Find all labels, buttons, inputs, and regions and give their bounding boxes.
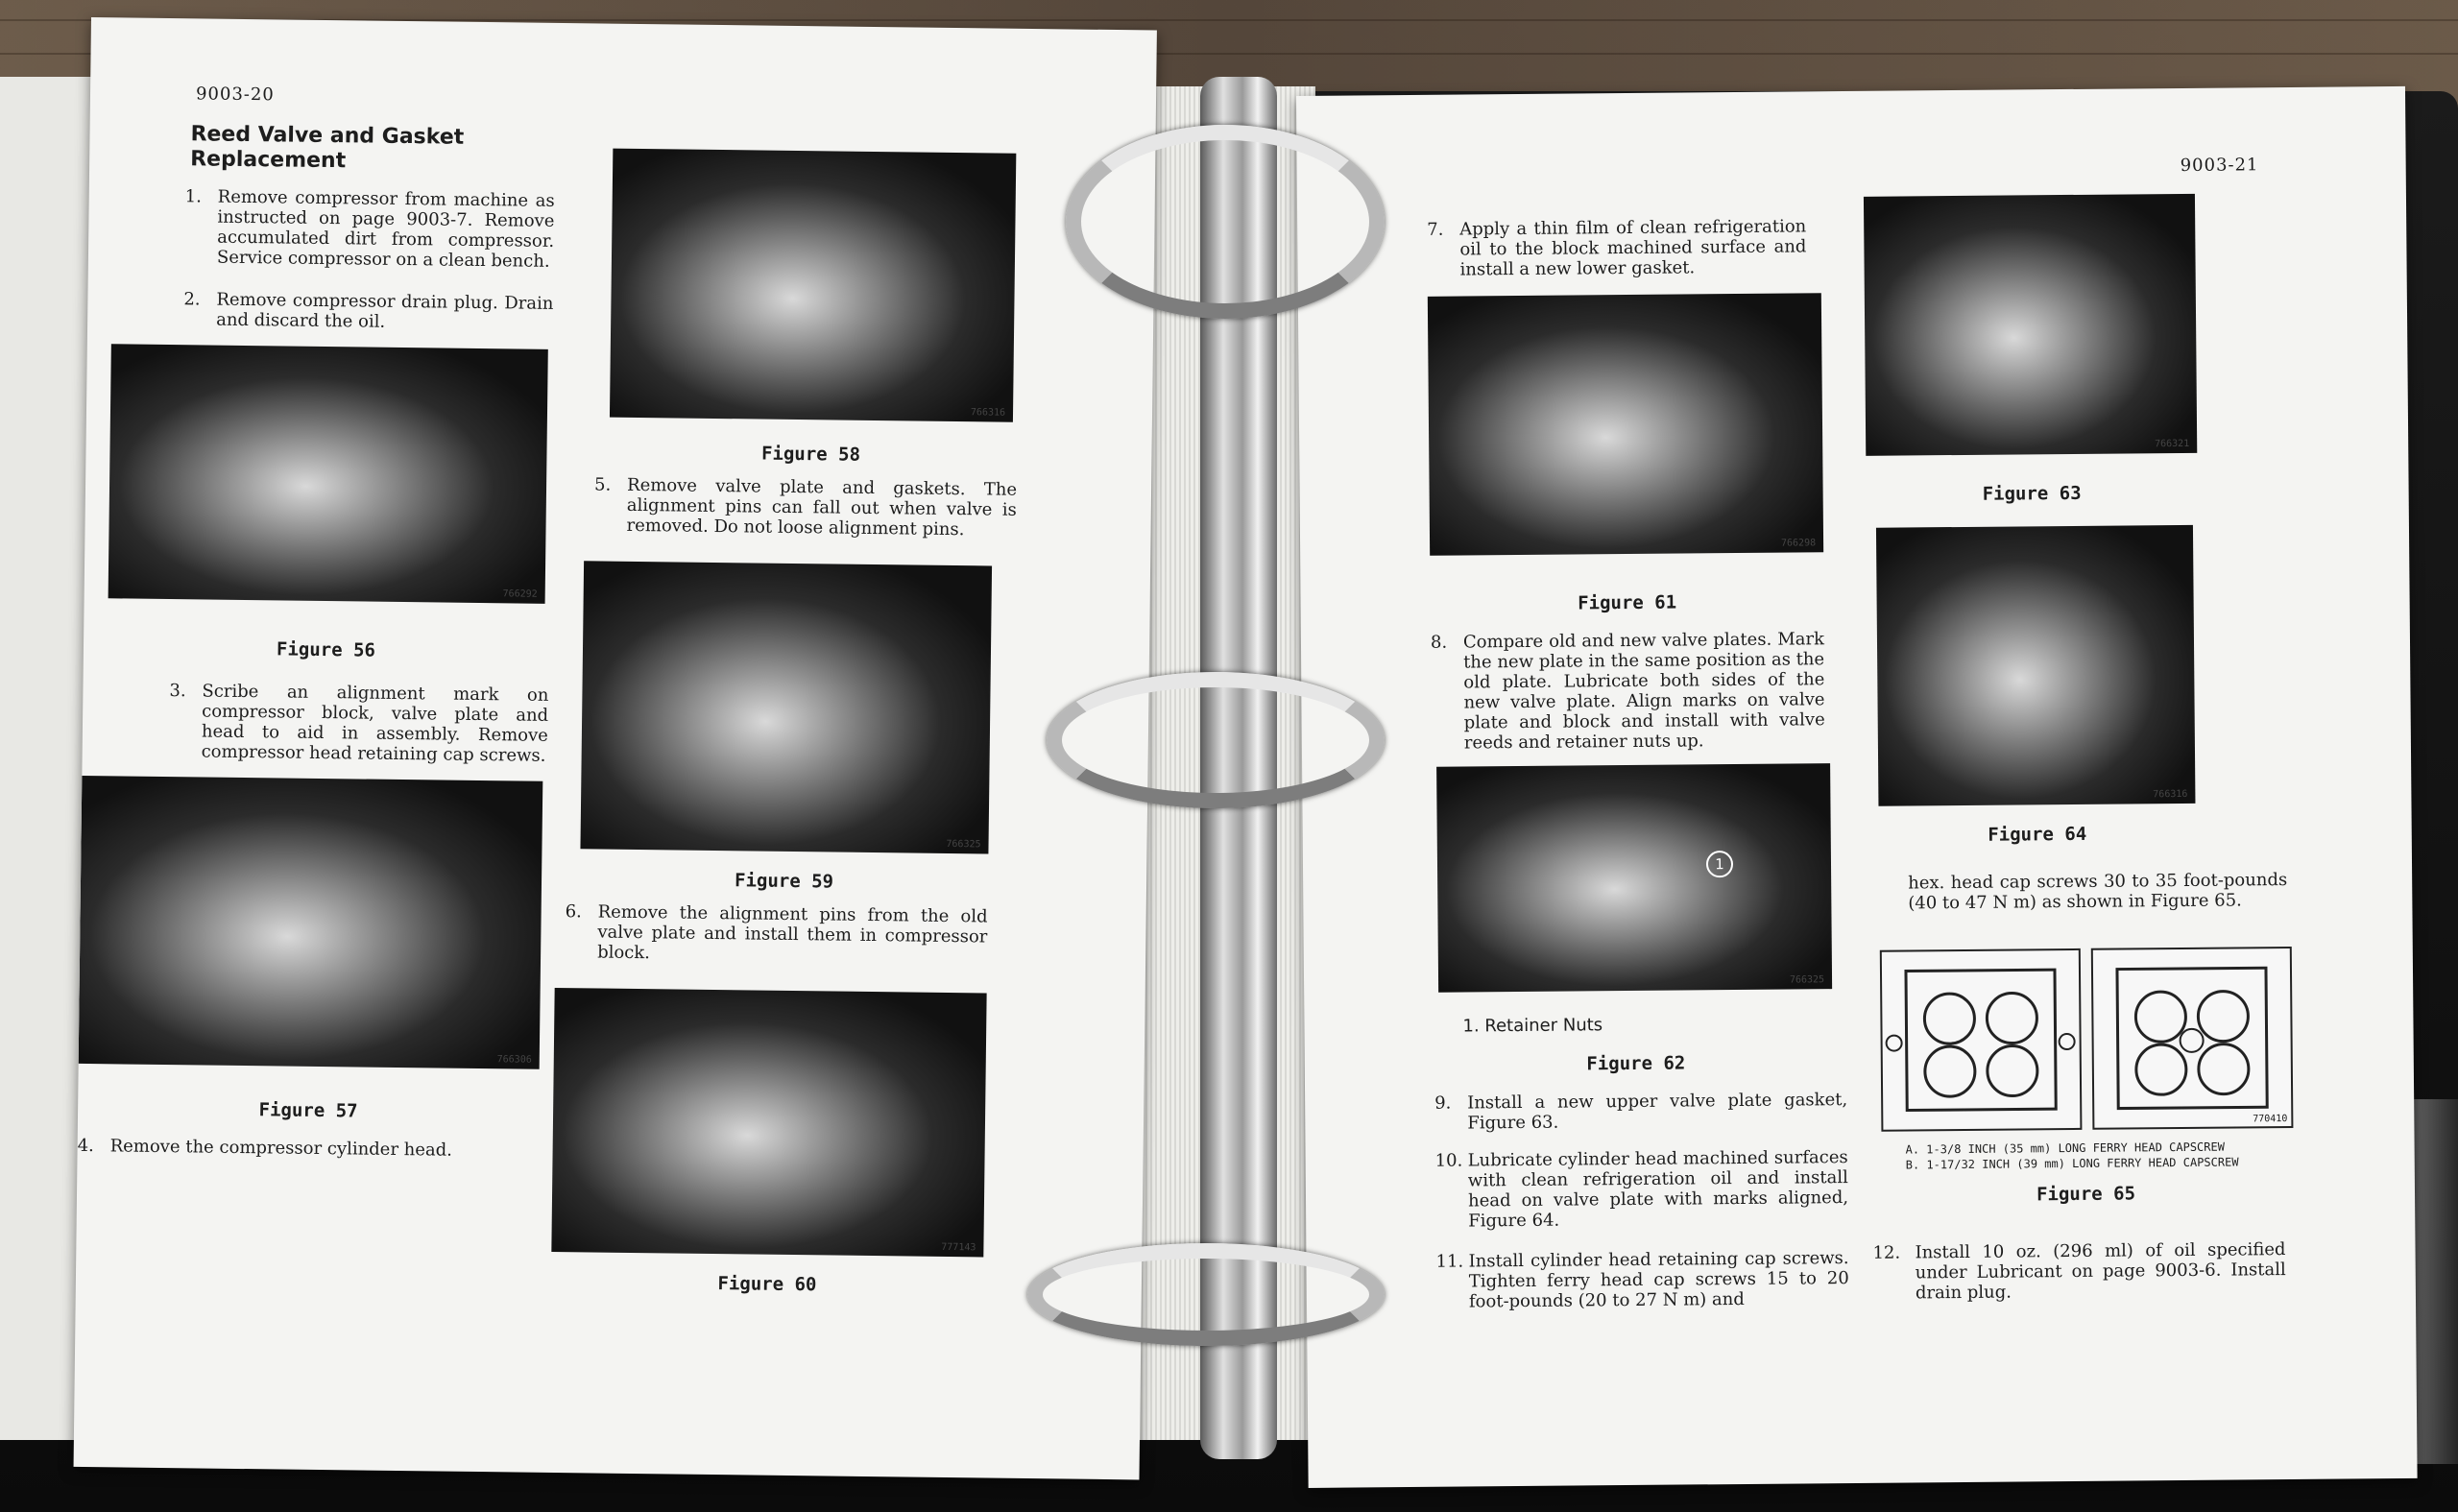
- step-2: [183, 289, 554, 338]
- figure-65-diagram-b: [2091, 947, 2294, 1130]
- step-6: [565, 901, 988, 973]
- heading-line: Replacement: [190, 147, 347, 174]
- legend-line-b: B. 1-17/32 INCH (39 mm) LONG FERRY HEAD CAPSCREW: [1905, 1155, 2239, 1172]
- ferry-head-diagram: [1882, 950, 2081, 1130]
- step-number: 6.: [565, 901, 582, 923]
- step-9: [1434, 1090, 1847, 1140]
- page-number: 9003-20: [195, 84, 275, 106]
- binder-ring-top: [1066, 125, 1385, 319]
- step-text: Remove valve plate and gaskets. The alignment pins can fall out when valve is removed. Do not loose alignment pins.: [626, 474, 1018, 540]
- photo-id: 766292: [502, 588, 538, 600]
- figure-56-photo: [108, 344, 548, 604]
- step-text: Lubricate cylinder head machined surfaces with clean refrigeration oil and install head on valve plate with marks aligned, Figure 64.: [1467, 1147, 1849, 1232]
- step-number: 10.: [1434, 1150, 1463, 1171]
- step-number: 3.: [169, 681, 186, 702]
- figure-64-caption: Figure 64: [1988, 823, 2087, 846]
- callout-marker: 1: [1706, 851, 1733, 877]
- left-page: [74, 17, 1157, 1479]
- step-text: Install 10 oz. (296 ml) of oil specified under Lubricant on page 9003-6. Install drain plug.: [1915, 1239, 2286, 1304]
- figure-56-caption: Figure 56: [276, 638, 376, 661]
- step-10: [1435, 1147, 1849, 1237]
- legend-line-a: A. 1-3/8 INCH (35 mm) LONG FERRY HEAD CAPSCREW: [1905, 1140, 2225, 1157]
- step-number: 1.: [184, 186, 203, 207]
- figure-62-caption: Figure 62: [1586, 1052, 1686, 1075]
- right-page: [1296, 86, 2418, 1488]
- step-text: Scribe an alignment mark on compressor block, valve plate and head to aid in assembly. Remove compressor head retaining cap screws.: [201, 681, 549, 766]
- step-number: 12.: [1872, 1242, 1901, 1263]
- step-4: [77, 1136, 538, 1168]
- step-text: Apply a thin film of clean refrigeration oil to the block machined surface and install a new lower gasket.: [1459, 216, 1807, 280]
- photo-id: 766306: [496, 1054, 532, 1066]
- section-heading: [190, 122, 464, 175]
- figure-63-photo: [1864, 194, 2197, 456]
- step-text: Install a new upper valve plate gasket, Figure 63.: [1467, 1090, 1848, 1134]
- step-7: [1427, 216, 1807, 286]
- figure-60-caption: Figure 60: [717, 1273, 817, 1296]
- photo-id: 766298: [1780, 538, 1817, 549]
- binder-ring-middle: [1047, 672, 1385, 808]
- figure-65-caption: Figure 65: [2036, 1183, 2136, 1206]
- page-number: 9003-21: [2180, 155, 2259, 176]
- step-number: 9.: [1434, 1092, 1452, 1114]
- figure-65-diagram-a: [1880, 948, 2083, 1132]
- photo-id: 777143: [941, 1241, 976, 1254]
- figure-63-caption: Figure 63: [1982, 482, 2082, 505]
- step-text: Remove compressor drain plug. Drain and discard the oil.: [216, 289, 554, 332]
- figure-61-photo: [1428, 293, 1823, 556]
- step-number: 11.: [1435, 1251, 1464, 1272]
- step-1: [184, 186, 555, 277]
- figure-57-caption: Figure 57: [258, 1099, 358, 1122]
- retainer-nuts-label: 1. Retainer Nuts: [1462, 1015, 1603, 1037]
- photo-id: 766325: [946, 838, 981, 851]
- figure-58-caption: Figure 58: [760, 443, 861, 466]
- heading-line: Reed Valve and Gasket: [190, 122, 465, 150]
- figure-59-photo: [580, 561, 992, 853]
- step-number: 8.: [1430, 632, 1448, 653]
- step-8: [1431, 629, 1825, 757]
- figure-64-photo: [1876, 525, 2196, 806]
- figure-57-photo: [79, 776, 543, 1069]
- step-number: 7.: [1427, 219, 1444, 240]
- step-text: Remove the alignment pins from the old valve plate and install them in compressor block.: [597, 901, 988, 964]
- continuation-text: hex. head cap screws 30 to 35 foot-pounds (40 to 47 N m) as shown in Figure 65.: [1908, 870, 2288, 914]
- figure-60-photo: [551, 988, 986, 1257]
- step-number: 2.: [183, 289, 201, 310]
- photo-id: 766316: [2153, 788, 2188, 801]
- figure-61-caption: Figure 61: [1578, 591, 1677, 614]
- ferry-head-diagram: [2093, 948, 2292, 1128]
- figure-65-legend: [1906, 1139, 2319, 1173]
- figure-59-caption: Figure 59: [734, 870, 834, 893]
- step-3: [168, 681, 548, 772]
- step-number: 4.: [77, 1135, 94, 1157]
- figure-62-photo: [1436, 763, 1832, 993]
- photo-id: 766316: [970, 407, 1006, 419]
- step-12: [1872, 1239, 2286, 1310]
- step-11: [1436, 1248, 1850, 1319]
- photo-id: 766321: [2155, 438, 2190, 450]
- step-5: [593, 474, 1017, 546]
- step-text: Install cylinder head retaining cap screws. Tighten ferry head cap screws 15 to 20 foot-pounds (20 to 27 N m) and: [1468, 1248, 1849, 1312]
- step-text: Compare old and new valve plates. Mark the new plate in the same position as the old plate. Lubricate both sides of the new valve plate. Align marks on valve plate and block and install with valve reeds and retainer nuts up.: [1462, 629, 1825, 754]
- step-number: 5.: [593, 474, 612, 495]
- binder-ring-bottom: [1027, 1243, 1385, 1346]
- step-text: Remove the compressor cylinder head.: [109, 1136, 453, 1161]
- photo-id: 766325: [1789, 974, 1825, 986]
- diagram-id: 770410: [2253, 1114, 2288, 1125]
- step-text: Remove compressor from machine as instructed on page 9003-7. Remove accumulated dirt from compressor. Service compressor on a clean bench.: [216, 186, 555, 272]
- figure-58-photo: [610, 149, 1016, 422]
